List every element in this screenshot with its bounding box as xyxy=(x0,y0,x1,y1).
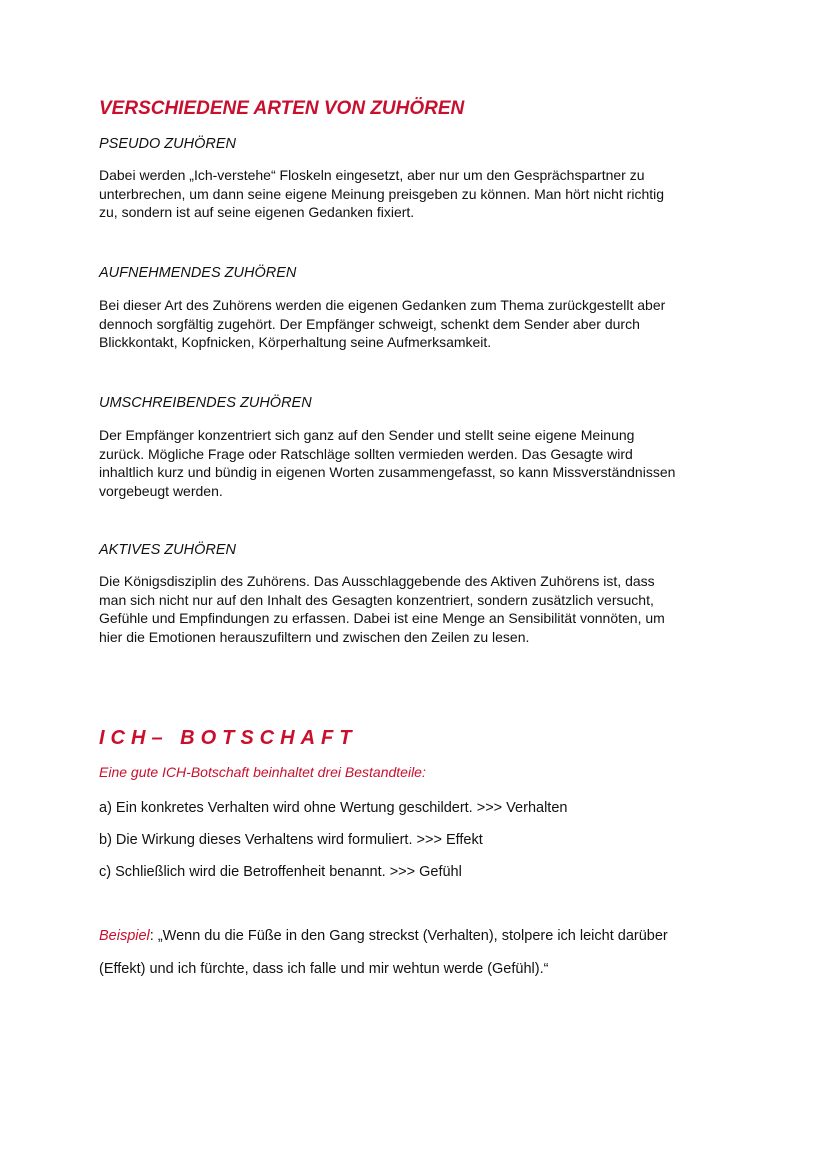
paragraph-line: hier die Emotionen herauszufiltern und zwischen den Zeilen zu lesen. xyxy=(99,628,530,645)
paragraph-aufnehmendes-zuhoeren xyxy=(99,296,739,352)
heading-aktives-zuhoeren: AKTIVES ZUHÖREN xyxy=(99,542,236,558)
paragraph-umschreibendes-zuhoeren xyxy=(99,426,739,500)
paragraph-pseudo-zuhoeren xyxy=(99,166,739,222)
ich-botschaft-intro: Eine gute ICH-Botschaft beinhaltet drei Bestandteile: xyxy=(99,764,426,780)
section-title-zuhoeren: VERSCHIEDENE ARTEN VON ZUHÖREN xyxy=(99,98,465,119)
heading-umschreibendes-zuhoeren: UMSCHREIBENDES ZUHÖREN xyxy=(99,395,312,411)
paragraph-line: Dabei werden „Ich-verstehe“ Floskeln eingesetzt, aber nur um den Gesprächspartner zu xyxy=(99,167,645,183)
paragraph-line: zurück. Mögliche Frage oder Ratschläge sollten vermieden werden. Das Gesagte wird xyxy=(99,445,633,462)
heading-pseudo-zuhoeren: PSEUDO ZUHÖREN xyxy=(99,136,236,152)
paragraph-line: dennoch sorgfältig zugehört. Der Empfänger schweigt, schenkt dem Sender aber durch xyxy=(99,315,640,332)
list-item-gefuehl: c) Schließlich wird die Betroffenheit benannt. >>> Gefühl xyxy=(99,864,462,880)
list-item-effekt: b) Die Wirkung dieses Verhaltens wird formuliert. >>> Effekt xyxy=(99,832,483,848)
paragraph-line: Blickkontakt, Kopfnicken, Körperhaltung seine Aufmerksamkeit. xyxy=(99,334,492,350)
heading-aufnehmendes-zuhoeren: AUFNEHMENDES ZUHÖREN xyxy=(99,265,297,281)
paragraph-line: Gefühle und Empfindungen zu erfassen. Dabei ist eine Menge an Sensibilität vonnöten, um xyxy=(99,610,665,626)
paragraph-line: inhaltlich kurz und bündig in eigenen Worten zusammengefasst, so kann Missverständnissen xyxy=(99,464,676,480)
paragraph-line: Die Königsdisziplin des Zuhörens. Das Ausschlaggebende des Aktiven Zuhörens ist, dass xyxy=(99,573,655,589)
paragraph-line: man sich nicht nur auf den Inhalt des Gesagten konzentriert, sondern zusätzlich versucht, xyxy=(99,591,654,608)
paragraph-line: vorgebeugt werden. xyxy=(99,482,223,499)
paragraph-aktives-zuhoeren xyxy=(99,572,739,646)
paragraph-line: unterbrechen, um dann seine eigene Meinung preisgeben zu können. Man hört nicht richtig xyxy=(99,185,665,202)
example-line-1 xyxy=(99,927,759,945)
example-text-1: : „Wenn du die Füße in den Gang streckst (Verhalten), stolpere ich leicht darüber xyxy=(149,928,668,944)
section-title-ich-botschaft: ICH– BOTSCHAFT xyxy=(99,727,358,749)
paragraph-line: Bei dieser Art des Zuhörens werden die eigenen Gedanken zum Thema zurückgestellt aber xyxy=(99,297,666,313)
example-label: Beispiel xyxy=(99,928,150,944)
paragraph-line: zu, sondern ist auf seine eigenen Gedanken fixiert. xyxy=(99,204,415,220)
paragraph-line: Der Empfänger konzentriert sich ganz auf den Sender und stellt seine eigene Meinung xyxy=(99,427,635,443)
list-item-verhalten: a) Ein konkretes Verhalten wird ohne Wertung geschildert. >>> Verhalten xyxy=(99,800,568,816)
example-line-2: (Effekt) und ich fürchte, dass ich falle und mir wehtun werde (Gefühl).“ xyxy=(99,961,549,977)
